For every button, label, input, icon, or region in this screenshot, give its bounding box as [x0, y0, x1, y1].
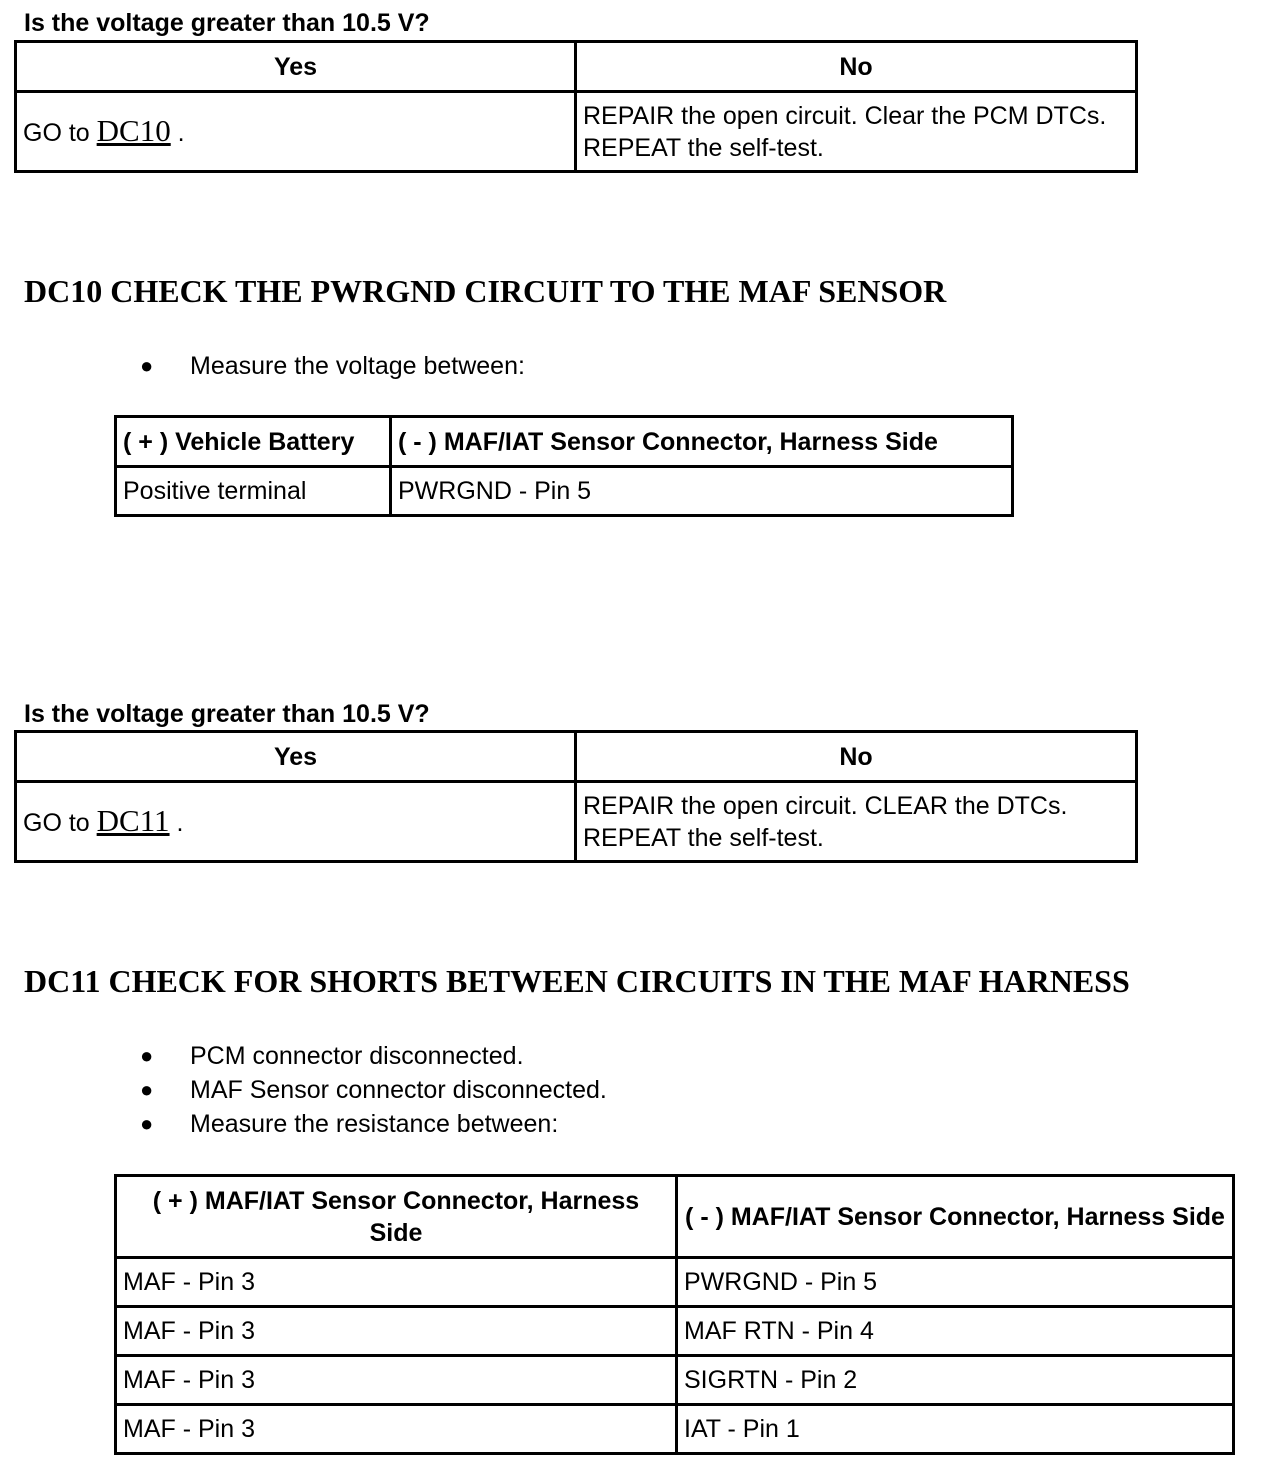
dc11-heading: DC11 CHECK FOR SHORTS BETWEEN CIRCUITS IN THE MAF HARNESS — [24, 963, 1130, 999]
bullet-icon: ● — [140, 1043, 154, 1068]
list-item: ● Measure the resistance between: — [140, 1107, 607, 1141]
bullet-icon: ● — [140, 1111, 154, 1136]
table-row — [116, 1307, 1234, 1356]
dc11-link[interactable]: DC11 — [96, 802, 170, 838]
yes-cell — [16, 782, 576, 862]
table-cell: MAF RTN - Pin 4 — [677, 1307, 1234, 1356]
go-to-suffix: . — [177, 118, 185, 147]
bullet-icon: ● — [140, 1077, 154, 1102]
minus-connector-header: ( - ) MAF/IAT Sensor Connector, Harness Side — [677, 1176, 1234, 1258]
list-item: ● MAF Sensor connector disconnected. — [140, 1073, 607, 1107]
go-to-suffix: . — [176, 808, 184, 837]
yes-no-table-1 — [14, 40, 1138, 173]
question-1: Is the voltage greater than 10.5 V? — [24, 9, 430, 37]
table-row — [116, 1258, 1234, 1307]
dc11-bullet-list — [140, 1039, 607, 1141]
no-cell: REPAIR the open circuit. CLEAR the DTCs. REPEAT the self-test. — [576, 782, 1137, 862]
dc10-measure-table — [114, 415, 1014, 517]
table-cell: Positive terminal — [116, 467, 391, 516]
list-item: ● PCM connector disconnected. — [140, 1039, 607, 1073]
go-to-label: GO to — [23, 118, 90, 147]
dc11-resistance-table — [114, 1174, 1235, 1455]
no-header: No — [576, 42, 1137, 92]
question-2: Is the voltage greater than 10.5 V? — [24, 700, 430, 728]
go-to-label: GO to — [23, 808, 90, 837]
no-cell: REPAIR the open circuit. Clear the PCM DTCs. REPEAT the self-test. — [576, 92, 1137, 172]
bullet-icon: ● — [140, 353, 154, 378]
table-cell: PWRGND - Pin 5 — [677, 1258, 1234, 1307]
plus-connector-header: ( + ) MAF/IAT Sensor Connector, Harness Side — [116, 1176, 677, 1258]
yes-header: Yes — [16, 732, 576, 782]
table-row — [116, 1356, 1234, 1405]
table-cell: MAF - Pin 3 — [116, 1258, 677, 1307]
yes-cell — [16, 92, 576, 172]
vehicle-battery-header: ( + ) Vehicle Battery — [116, 417, 391, 467]
table-cell: IAT - Pin 1 — [677, 1405, 1234, 1454]
no-header: No — [576, 732, 1137, 782]
dc10-heading: DC10 CHECK THE PWRGND CIRCUIT TO THE MAF SENSOR — [24, 273, 947, 309]
yes-no-table-2 — [14, 730, 1138, 863]
maf-iat-harness-header: ( - ) MAF/IAT Sensor Connector, Harness Side — [391, 417, 1013, 467]
table-row — [116, 1405, 1234, 1454]
dc10-bullet-list — [140, 349, 525, 383]
table-cell: PWRGND - Pin 5 — [391, 467, 1013, 516]
yes-header: Yes — [16, 42, 576, 92]
dc10-link[interactable]: DC10 — [96, 112, 171, 148]
table-cell: MAF - Pin 3 — [116, 1356, 677, 1405]
table-cell: MAF - Pin 3 — [116, 1405, 677, 1454]
table-cell: SIGRTN - Pin 2 — [677, 1356, 1234, 1405]
list-item: ● Measure the voltage between: — [140, 349, 525, 383]
table-cell: MAF - Pin 3 — [116, 1307, 677, 1356]
